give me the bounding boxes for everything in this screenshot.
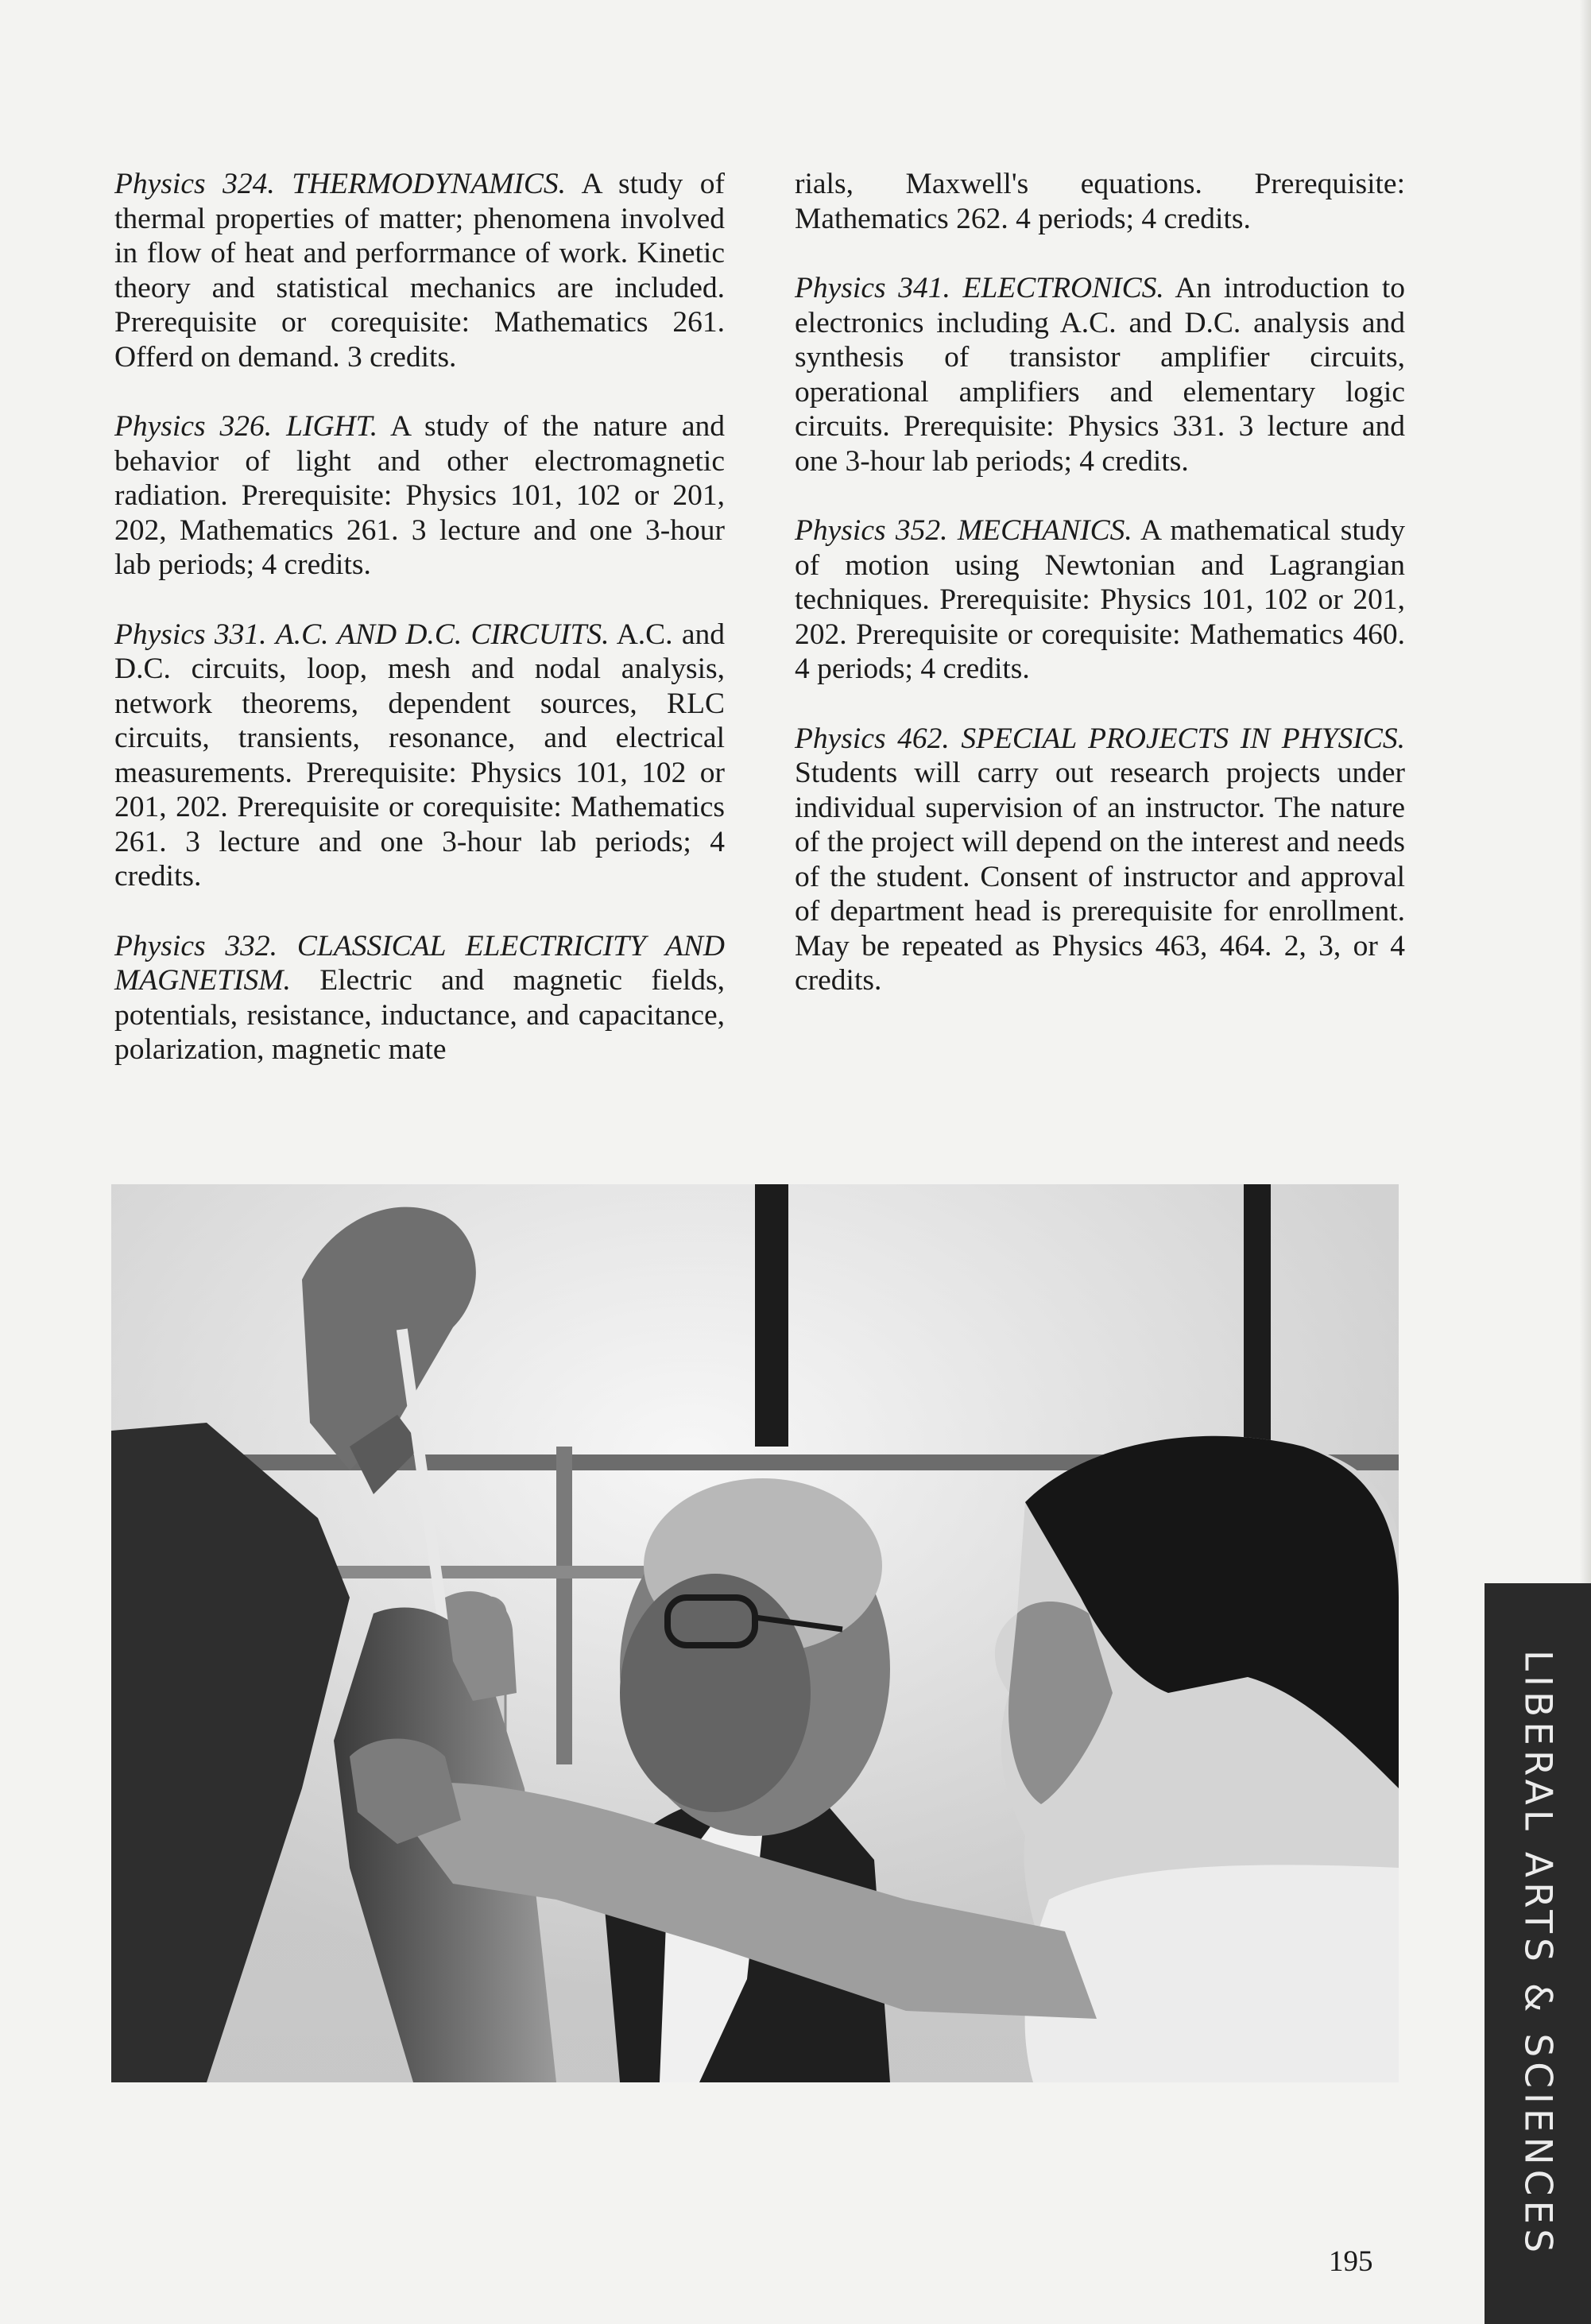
course-number: Physics 341.: [795, 272, 950, 304]
right-column: [795, 167, 1405, 1033]
section-tab-label: LIBERAL ARTS & SCIENCES: [1516, 1649, 1560, 2258]
course-description: Students will carry out research projects under individual supervision of an instructor. The nature of the project will depend on the interest and needs of the student. Consent of instructor and approval of department head is prerequisite for enrollment. May be repeated as Physics 463, 464. 2, 3, or 4 credits.: [795, 757, 1405, 997]
course-description: rials, Maxwell's equations. Prerequisite: Mathematics 262. 4 periods; 4 credits.: [795, 168, 1405, 235]
course-entry-physics-326: [114, 409, 725, 583]
course-description: A.C. and D.C. circuits, loop, mesh and nodal analysis, network theorems, dependent sources, RLC circuits, transients, resonance, and electrical measurements. Prerequisite: Physics 101, 102 or 201, 202. Prerequisite or corequisite: Mathematics 261. 3 lecture and one 3-hour lab periods; 4 credits.: [114, 618, 725, 893]
page-number: 195: [1329, 2245, 1373, 2278]
course-title: SPECIAL PROJECTS IN PHYSICS.: [961, 722, 1405, 755]
course-number: Physics 352.: [795, 514, 948, 547]
course-entry-physics-332: [114, 929, 725, 1067]
lab-photograph-illustration: [111, 1184, 1399, 2082]
course-description: An introduction to electronics including A.C. and D.C. analysis and synthesis of transistor amplifier circuits, operational amplifiers and elementary logic circuits. Prerequisite: Physics 331. 3 lecture and one 3-hour lab periods; 4 credits.: [795, 272, 1405, 478]
course-description: A study of thermal properties of matter; phenomena involved in flow of heat and perforrmance of work. Kinetic theory and statistical mechanics are included. Prerequisite or corequisite: Mathematics 261. Offerd on demand. 3 credits.: [114, 168, 726, 374]
course-entry-physics-331: [114, 618, 725, 894]
course-description: Electric and magnetic fields, potentials, resistance, inductance, and capacitance, polarization, magnetic mate: [114, 964, 726, 1066]
course-title: LIGHT.: [286, 410, 378, 443]
course-title: ELECTRONICS.: [962, 272, 1164, 304]
course-entry-physics-324: [114, 167, 725, 374]
course-number: Physics 332.: [114, 929, 278, 963]
course-entry-physics-352: [795, 513, 1405, 687]
student-shirt: [1025, 1865, 1399, 2082]
left-column: [114, 167, 725, 1102]
course-entry-physics-341: [795, 271, 1405, 478]
course-description: A study of the nature and behavior of light and other electromagnetic radiation. Prerequisite: Physics 101, 102 or 201, 202, Mathematics 261. 3 lecture and one 3-hour lab periods; 4 credits.: [114, 410, 725, 581]
course-title: CLASSICAL ELECTRICITY AND MAGNETISM.: [114, 929, 725, 997]
course-number: Physics 462.: [795, 722, 950, 755]
course-number: Physics 324.: [114, 168, 275, 200]
course-title: MECHANICS.: [957, 514, 1132, 547]
course-number: Physics 326.: [114, 410, 273, 443]
course-description: A mathematical study of motion using Newtonian and Lagrangian techniques. Prerequisite: Physics 101, 102 or 201, 202. Prerequisite or corequisite: Mathematics 460. 4 periods; 4 credits.: [795, 514, 1405, 685]
course-entry-physics-332-continued: [795, 167, 1405, 236]
course-title: THERMODYNAMICS.: [292, 168, 567, 200]
course-title: A.C. AND D.C. CIRCUITS.: [275, 618, 610, 651]
course-number: Physics 331.: [114, 618, 267, 651]
window-frame: [755, 1184, 788, 1447]
lab-photograph: [111, 1184, 1399, 2082]
course-entry-physics-462: [795, 722, 1405, 998]
